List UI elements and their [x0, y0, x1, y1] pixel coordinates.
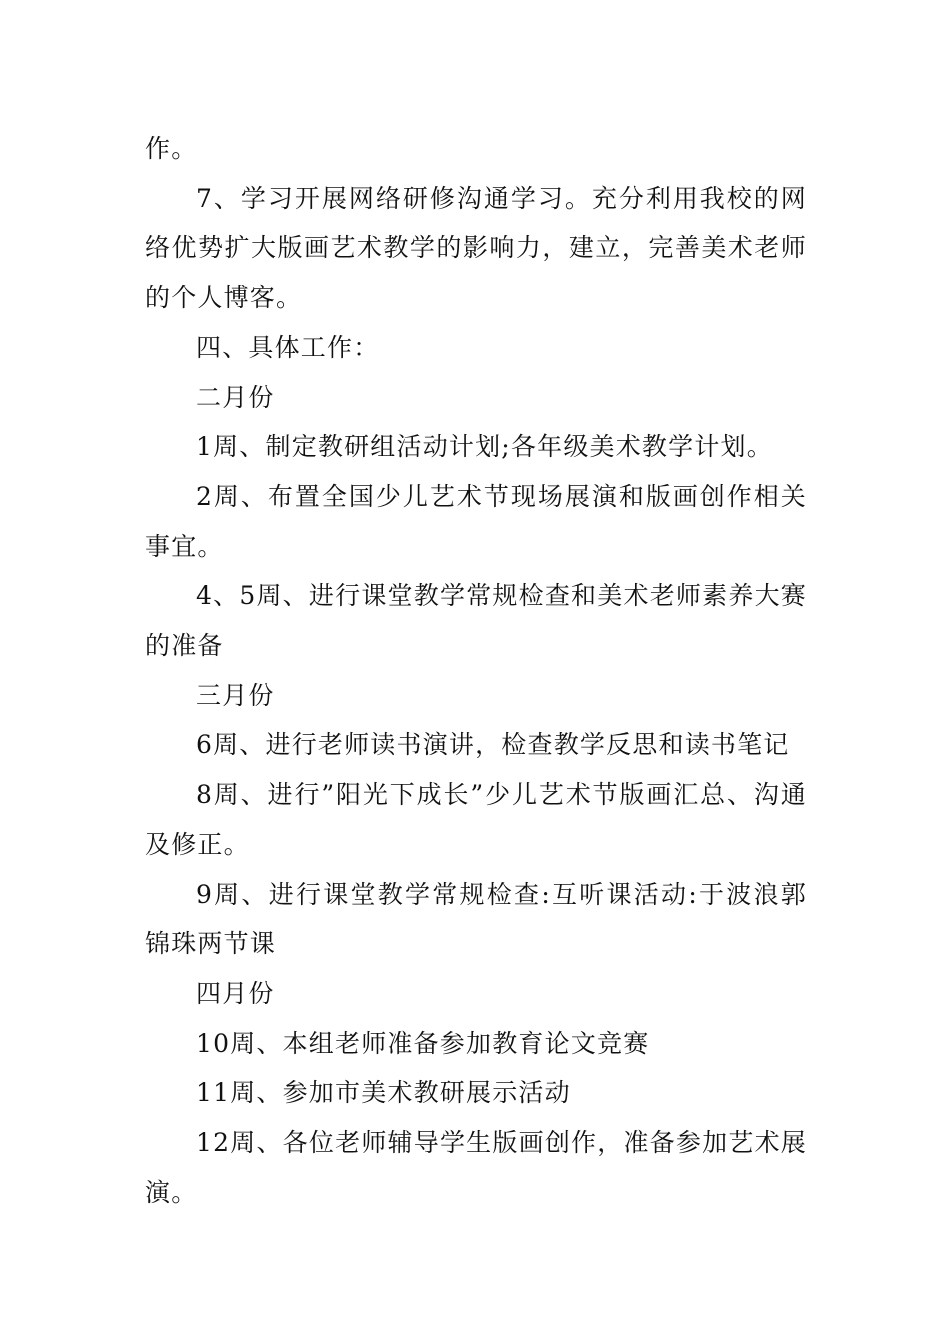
document-body [145, 124, 807, 1217]
week-2-item: 2周、布置全国少儿艺术节现场展演和版画创作相关事宜。 [145, 481, 807, 561]
week-12-item: 12周、各位老师辅导学生版画创作，准备参加艺术展演。 [145, 1128, 807, 1207]
month-heading-april: 四月份 [196, 978, 275, 1008]
week-10-item: 10周、本组老师准备参加教育论文竞赛 [196, 1028, 650, 1058]
week-8-item: 8周、进行”阳光下成长”少儿艺术节版画汇总、沟通及修正。 [145, 780, 807, 859]
paragraph-item-7: 7、学习开展网络研修沟通学习。充分利用我校的网络优势扩大版画艺术教学的影响力，建立，完善美术老师的个人博客。 [145, 183, 807, 313]
week-6-item: 6周、进行老师读书演讲，检查教学反思和读书笔记 [196, 730, 790, 760]
month-heading-march: 三月份 [196, 680, 275, 710]
section-heading-specific-work: 四、具体工作： [196, 332, 380, 362]
week-4-5-item: 4、5周、进行课堂教学常规检查和美术老师素养大赛的准备 [145, 581, 807, 661]
paragraph-continuation: 作。 [145, 134, 198, 163]
week-9-item: 9周、进行课堂教学常规检查:互听课活动:于波浪郭锦珠两节课 [145, 879, 807, 959]
week-11-item: 11周、参加市美术教研展示活动 [196, 1078, 571, 1108]
month-heading-february: 二月份 [196, 382, 275, 412]
week-1-item: 1周、制定教研组活动计划;各年级美术教学计划。 [196, 432, 773, 462]
